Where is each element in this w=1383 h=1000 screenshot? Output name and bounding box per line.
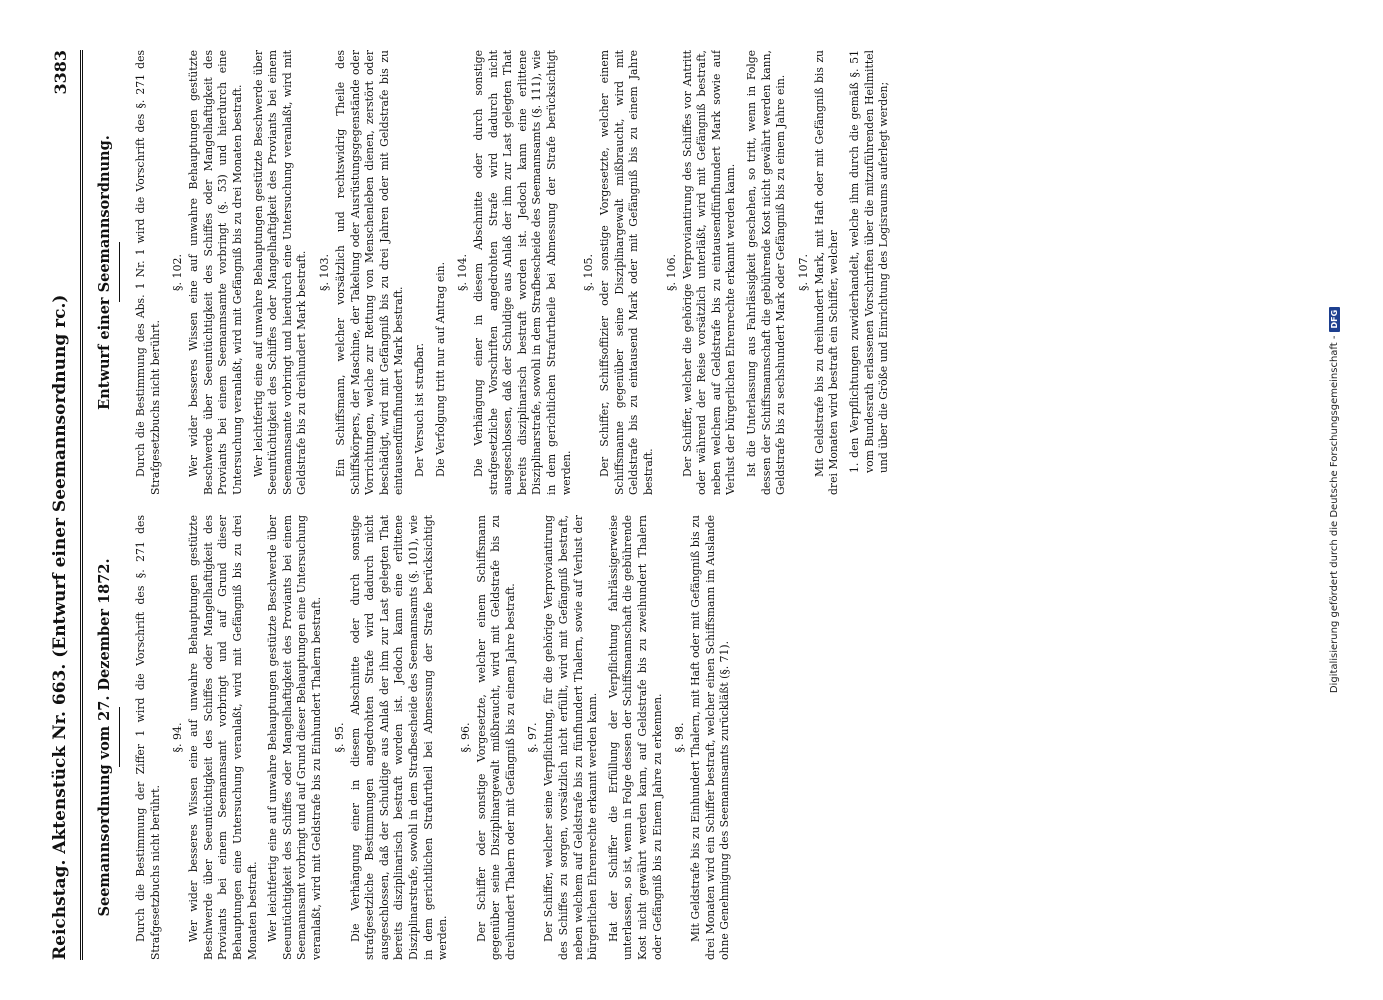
page-body [40,50,1340,960]
paragraph: Der Schiffer oder sonstige Vorgesetzte, welcher einem Schiffsmann gegenüber seine Disziplinargewalt mißbraucht, wird mit Geldstrafe bis zu dreihundert Thalern oder mit Gefängniß bis zu einem Jahre bestraft. [474,515,517,960]
section-number: §. 95. [332,722,346,753]
section-number: §. 94. [171,722,185,753]
section-number: §. 97. [526,722,540,753]
section-number: §. 103. [317,254,331,291]
section-number: §. 107. [796,254,810,291]
paragraph: Wer leichtfertig eine auf unwahre Behauptungen gestützte Beschwerde über Seeuntüchtigkeit des Schiffes oder Mangelhaftigkeit des Proviants bei einem Seemannsamt vorbringt und auf Grund dieser Behauptungen eine Untersuchung veranlaßt, wird mit Geldstrafe bis zu Einhundert Thalern bestraft. [266,515,323,960]
paragraph: Wer wider besseres Wissen eine auf unwahre Behauptungen gestützte Beschwerde über Seeuntüchtigkeit des Schiffes oder Mangelhaftigkeit des Proviants bei einem Seemannsamte vorbringt (§. 53) und hierdurch eine Untersuchung veranlaßt, wird mit Gefängniß bis zu drei Monaten bestraft. [187,50,244,495]
column-body [134,50,892,495]
column-title: Entwurf einer Seemannsordnung. [96,50,126,495]
column-body [134,515,733,960]
paragraph: Die Verhängung einer in diesem Abschnitte oder durch sonstige strafgesetzliche Bestimmungen angedrohten Strafe wird dadurch nicht ausgeschlossen, daß der Schuldige aus Anlaß der ihm zur Last gelegten That bereits disziplinarisch bestraft worden ist. Jedoch kann eine erlittene Disziplinarstrafe, sowohl in dem Strafbescheide des Seemannsamts (§. 101), wie in dem gerichtlichen Strafurtheil bei Abmessung der Strafe berücksichtigt werden. [348,515,450,960]
column-right [96,50,1266,495]
section-number: §. 104. [456,254,470,291]
numbered-list [848,50,892,495]
paragraph: Der Schiffer, Schiffsoffizier oder sonstige Vorgesetzte, welcher einem Schiffsmanne gegenüber seine Disziplinargewalt mißbraucht, wird mit Geldstrafe bis zu eintausend Mark oder mit Gefängniß bis zu einem Jahre bestraft. [598,50,656,495]
running-header [40,50,80,960]
header-rule [80,50,83,960]
dfg-logo: DFG [1329,307,1340,332]
section-number: §. 105. [582,254,596,291]
section-number: §. 98. [673,722,687,753]
paragraph: Der Schiffer, welcher seine Verpflichtung, für die gehörige Verproviantirung des Schiffes zu sorgen, vorsätzlich nicht erfüllt, wird mit Gefängniß bestraft, neben welchem auf Geldstrafe bis zu fünfhundert Thalern, sowie auf Verlust der bürgerlichen Ehrenrechte erkannt werden kann. [542,515,600,960]
paragraph: Hat der Schiffer die Erfüllung der Verpflichtung fahrlässigerweise unterlassen, so ist, wenn in Folge dessen der Schiffsmannschaft die gebührende Kost nicht gewährt werden kann, auf Geldstrafe bis zu zweihundert Thalern oder Gefängniß bis zu Einem Jahre zu erkennen. [606,515,664,960]
paragraph: Mit Geldstrafe bis zu dreihundert Mark, mit Haft oder mit Gefängniß bis zu drei Monaten wird bestraft ein Schiffer, welcher [812,50,841,495]
list-item: 1. den Verpflichtungen zuwiderhandelt, welche ihm durch die gemäß §. 51 vom Bundesrath erlassenen Vorschriften über die mitzuführenden Heilmittel und über die Größe und Einrichtung des Logisraums auferlegt werden; [847,50,891,473]
paragraph: Mit Geldstrafe bis zu Einhundert Thalern, mit Haft oder mit Gefängniß bis zu drei Monaten wird ein Schiffer bestraft, welcher einen Schiffsmann im Auslande ohne Genehmigung des Seemannsamts zurückläßt (§. 71). [689,515,732,960]
paragraph: Ist die Unterlassung aus Fahrlässigkeit geschehen, so tritt, wenn in Folge dessen der Schiffsmannschaft die gebührende Kost nicht gewährt werden kann, Geldstrafe bis zu sechshundert Mark oder Gefängniß bis zu einem Jahre ein. [745,50,788,495]
page-number: 3383 [50,50,70,95]
section-number: §. 102. [171,254,185,291]
paragraph: Der Schiffer, welcher die gehörige Verproviantirung des Schiffes vor Antritt oder während der Reise vorsätzlich unterläßt, wird mit Gefängniß bestraft, neben welchem auf Geldstrafe bis zu eintausendfünfhundert Mark sowie auf Verlust der bürgerlichen Ehrenrechte erkannt werden kann. [680,50,738,495]
paragraph: Der Versuch ist strafbar. [412,343,426,477]
section-number: §. 96. [458,722,472,753]
paragraph: Die Verhängung einer in diesem Abschnitte oder durch sonstige strafgesetzliche Vorschriften angedrohten Strafe wird dadurch nicht ausgeschlossen, daß der Schuldige aus Anlaß der ihm zur Last gelegten That bereits disziplinarisch bestraft worden ist. Jedoch kann eine erlittene Disziplinarstrafe, sowohl in dem Strafbescheide des Seemannsamts (§. 111), wie in dem gerichtlichen Strafurtheile bei Abmessung der Strafe berücksichtigt werden. [472,50,573,495]
paragraph: Die Verfolgung tritt nur auf Antrag ein. [433,261,447,477]
section-number: §. 106. [664,254,678,291]
paragraph: Wer leichtfertig eine auf unwahre Behauptungen gestützte Beschwerde über Seeuntüchtigkeit des Schiffes oder Mangelhaftigkeit des Proviants bei einem Seemannsamte vorbringt und hierdurch eine Untersuchung veranlaßt, wird mit Geldstrafe bis zu dreihundert Mark bestraft. [251,50,309,495]
paragraph: Durch die Bestimmung des Abs. 1 Nr. 1 wird die Vorschrift des §. 271 des Strafgesetzbuchs nicht berührt. [134,50,162,495]
paragraph: Ein Schiffsmann, welcher vorsätzlich und rechtswidrig Theile des Schiffskörpers, der Maschine, der Takelung oder Ausrüstungsgegenstände oder Vorrichtungen, welche zur Rettung von Menschenleben dienen, zerstört oder beschädigt, wird mit Gefängniß bis zu drei Jahren oder mit Geldstrafe bis zu eintausendfünfhundert Mark bestraft. [333,50,406,495]
footer-text: Digitalisierung gefördert durch die Deutsche Forschungsgemeinschaft - [1328,335,1340,694]
digitization-footer [1325,0,1343,1000]
column-title: Seemannsordnung vom 27. Dezember 1872. [96,515,126,960]
paragraph: Wer wider besseres Wissen eine auf unwahre Behauptungen gestützte Beschwerde über Seeuntüchtigkeit des Schiffes oder Mangelhaftigkeit des Proviants bei einem Seemannsamt vorbringt und auf Grund dieser Behauptungen eine Untersuchung veranlaßt, wird mit Gefängniß bis zu drei Monaten bestraft. [187,515,259,960]
header-title: Reichstag. Aktenstück Nr. 663. (Entwurf einer Seemannsordnung rc.) [50,294,70,960]
paragraph: Durch die Bestimmung der Ziffer 1 wird die Vorschrift des §. 271 des Strafgesetzbuchs nicht berührt. [134,515,162,960]
column-left [96,515,1266,960]
